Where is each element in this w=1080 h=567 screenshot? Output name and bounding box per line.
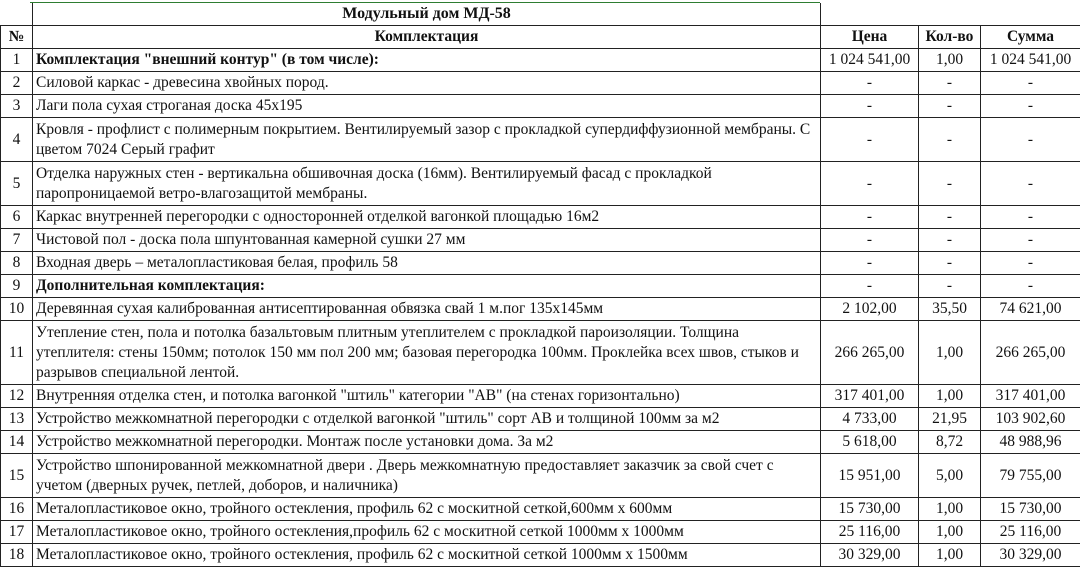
row-price: - [821, 118, 919, 162]
row-number: 1 [1, 49, 33, 72]
row-sum: - [981, 252, 1080, 275]
row-description: Утепление стен, пола и потолка базальтовым плитным утеплителем с прокладкой пароизоляции. Толщина утеплителя: стены 150мм; потолок 150 мм пол 200 мм; базовая перегородка 100мм. Проклейка всех швов, стыков и разрывов специальной лентой. [33, 321, 821, 385]
row-qty: 1,00 [919, 49, 981, 72]
row-description: Каркас внутренней перегородки с односторонней отделкой вагонкой площадью 16м2 [33, 206, 821, 229]
row-price: 5 618,00 [821, 431, 919, 454]
row-price: 15 730,00 [821, 498, 919, 521]
row-price: 317 401,00 [821, 385, 919, 408]
row-sum: 103 902,60 [981, 408, 1080, 431]
row-sum: 266 265,00 [981, 321, 1080, 385]
row-price: 1 024 541,00 [821, 49, 919, 72]
row-sum: - [981, 72, 1080, 95]
table-row [1, 521, 1080, 544]
row-description: Металопластиковое окно, тройного остекления, профиль 62 с москитной сеткой 1000мм х 1500мм [33, 544, 821, 567]
row-number: 17 [1, 521, 33, 544]
row-sum: 48 988,96 [981, 431, 1080, 454]
row-qty: 1,00 [919, 321, 981, 385]
row-description: Кровля - профлист с полимерным покрытием. Вентилируемый зазор с прокладкой супердиффузионной мембраны. С цветом 7024 Серый графит [33, 118, 821, 162]
row-description: Деревянная сухая калиброванная антисептированная обвязка свай 1 м.пог 135х145мм [33, 298, 821, 321]
row-description: Силовой каркас - древесина хвойных пород. [33, 72, 821, 95]
row-price: 4 733,00 [821, 408, 919, 431]
row-qty: - [919, 95, 981, 118]
row-description: Чистовой пол - доска пола шпунтованная камерной сушки 27 мм [33, 229, 821, 252]
row-price: 30 329,00 [821, 544, 919, 567]
row-description: Металопластиковое окно, тройного остекления, профиль 62 с москитной сеткой,600мм х 600мм [33, 498, 821, 521]
table-row [1, 162, 1080, 206]
row-sum: - [981, 95, 1080, 118]
row-sum: 30 329,00 [981, 544, 1080, 567]
row-sum: - [981, 162, 1080, 206]
row-price: - [821, 206, 919, 229]
row-sum: 317 401,00 [981, 385, 1080, 408]
table-row [1, 454, 1080, 498]
table-row [1, 72, 1080, 95]
table-row [1, 49, 1080, 72]
row-qty: - [919, 118, 981, 162]
table-title: Модульный дом МД-58 [33, 3, 821, 26]
header-qty: Кол-во [919, 26, 981, 49]
row-number: 4 [1, 118, 33, 162]
row-description: Устройство шпонированной межкомнатной двери . Дверь межкомнатную предоставляет заказчик за свой счет с учетом (дверных ручек, петлей, доборов, и наличника) [33, 454, 821, 498]
row-number: 5 [1, 162, 33, 206]
row-description: Устройство межкомнатной перегородки. Монтаж после установки дома. За м2 [33, 431, 821, 454]
table-row [1, 118, 1080, 162]
row-qty: 21,95 [919, 408, 981, 431]
row-description: Лаги пола сухая строганая доска 45х195 [33, 95, 821, 118]
table-row [1, 206, 1080, 229]
row-number: 6 [1, 206, 33, 229]
row-number: 9 [1, 275, 33, 298]
row-qty: 35,50 [919, 298, 981, 321]
title-empty-cell [1, 3, 33, 26]
row-description: Металопластиковое окно, тройного остекления,профиль 62 с москитной сеткой 1000мм х 1000мм [33, 521, 821, 544]
row-price: - [821, 252, 919, 275]
row-number: 13 [1, 408, 33, 431]
row-description: Внутренняя отделка стен, и потолка вагонкой "штиль" категории "АВ" (на стенах горизонтально) [33, 385, 821, 408]
title-empty-cell [821, 3, 919, 26]
table-row [1, 408, 1080, 431]
table-row [1, 544, 1080, 567]
row-number: 2 [1, 72, 33, 95]
row-sum: - [981, 275, 1080, 298]
row-sum: - [981, 206, 1080, 229]
row-description: Дополнительная комплектация: [33, 275, 821, 298]
row-price: - [821, 275, 919, 298]
row-price: 2 102,00 [821, 298, 919, 321]
row-price: 266 265,00 [821, 321, 919, 385]
row-qty: 1,00 [919, 544, 981, 567]
row-description: Входная дверь – металопластиковая белая, профиль 58 [33, 252, 821, 275]
row-number: 10 [1, 298, 33, 321]
row-qty: - [919, 275, 981, 298]
row-sum: 15 730,00 [981, 498, 1080, 521]
header-row [1, 26, 1080, 49]
row-qty: - [919, 162, 981, 206]
row-number: 16 [1, 498, 33, 521]
row-description: Отделка наружных стен - вертикальна обшивочная доска (16мм). Вентилируемый фасад с прокладкой паропроницаемой ветро-влагозащитой мембраны. [33, 162, 821, 206]
row-qty: - [919, 252, 981, 275]
row-qty: - [919, 72, 981, 95]
row-number: 18 [1, 544, 33, 567]
row-description: Устройство межкомнатной перегородки с отделкой вагонкой "штиль" сорт АВ и толщиной 100мм за м2 [33, 408, 821, 431]
table-row [1, 95, 1080, 118]
row-number: 14 [1, 431, 33, 454]
row-sum: - [981, 229, 1080, 252]
row-number: 15 [1, 454, 33, 498]
row-price: 15 951,00 [821, 454, 919, 498]
row-qty: 1,00 [919, 498, 981, 521]
title-empty-cell [981, 3, 1080, 26]
row-sum: 74 621,00 [981, 298, 1080, 321]
row-qty: 1,00 [919, 385, 981, 408]
row-qty: - [919, 229, 981, 252]
row-qty: 5,00 [919, 454, 981, 498]
row-qty: 8,72 [919, 431, 981, 454]
row-number: 8 [1, 252, 33, 275]
title-row [1, 3, 1080, 26]
title-empty-cell [919, 3, 981, 26]
row-number: 12 [1, 385, 33, 408]
row-price: - [821, 95, 919, 118]
table-row [1, 385, 1080, 408]
row-number: 7 [1, 229, 33, 252]
row-number: 3 [1, 95, 33, 118]
table-row [1, 252, 1080, 275]
table-row [1, 298, 1080, 321]
row-qty: 1,00 [919, 521, 981, 544]
row-number: 11 [1, 321, 33, 385]
row-sum: 79 755,00 [981, 454, 1080, 498]
header-num: № [1, 26, 33, 49]
header-sum: Сумма [981, 26, 1080, 49]
row-price: - [821, 72, 919, 95]
row-price: - [821, 162, 919, 206]
table-row [1, 275, 1080, 298]
row-description: Комплектация "внешний контур" (в том числе): [33, 49, 821, 72]
row-sum: - [981, 118, 1080, 162]
row-sum: 25 116,00 [981, 521, 1080, 544]
table-row [1, 431, 1080, 454]
table-row [1, 498, 1080, 521]
row-qty: - [919, 206, 981, 229]
table-row [1, 321, 1080, 385]
header-price: Цена [821, 26, 919, 49]
table-row [1, 229, 1080, 252]
header-item: Комплектация [33, 26, 821, 49]
row-sum: 1 024 541,00 [981, 49, 1080, 72]
price-table [0, 3, 1080, 567]
row-price: 25 116,00 [821, 521, 919, 544]
row-price: - [821, 229, 919, 252]
